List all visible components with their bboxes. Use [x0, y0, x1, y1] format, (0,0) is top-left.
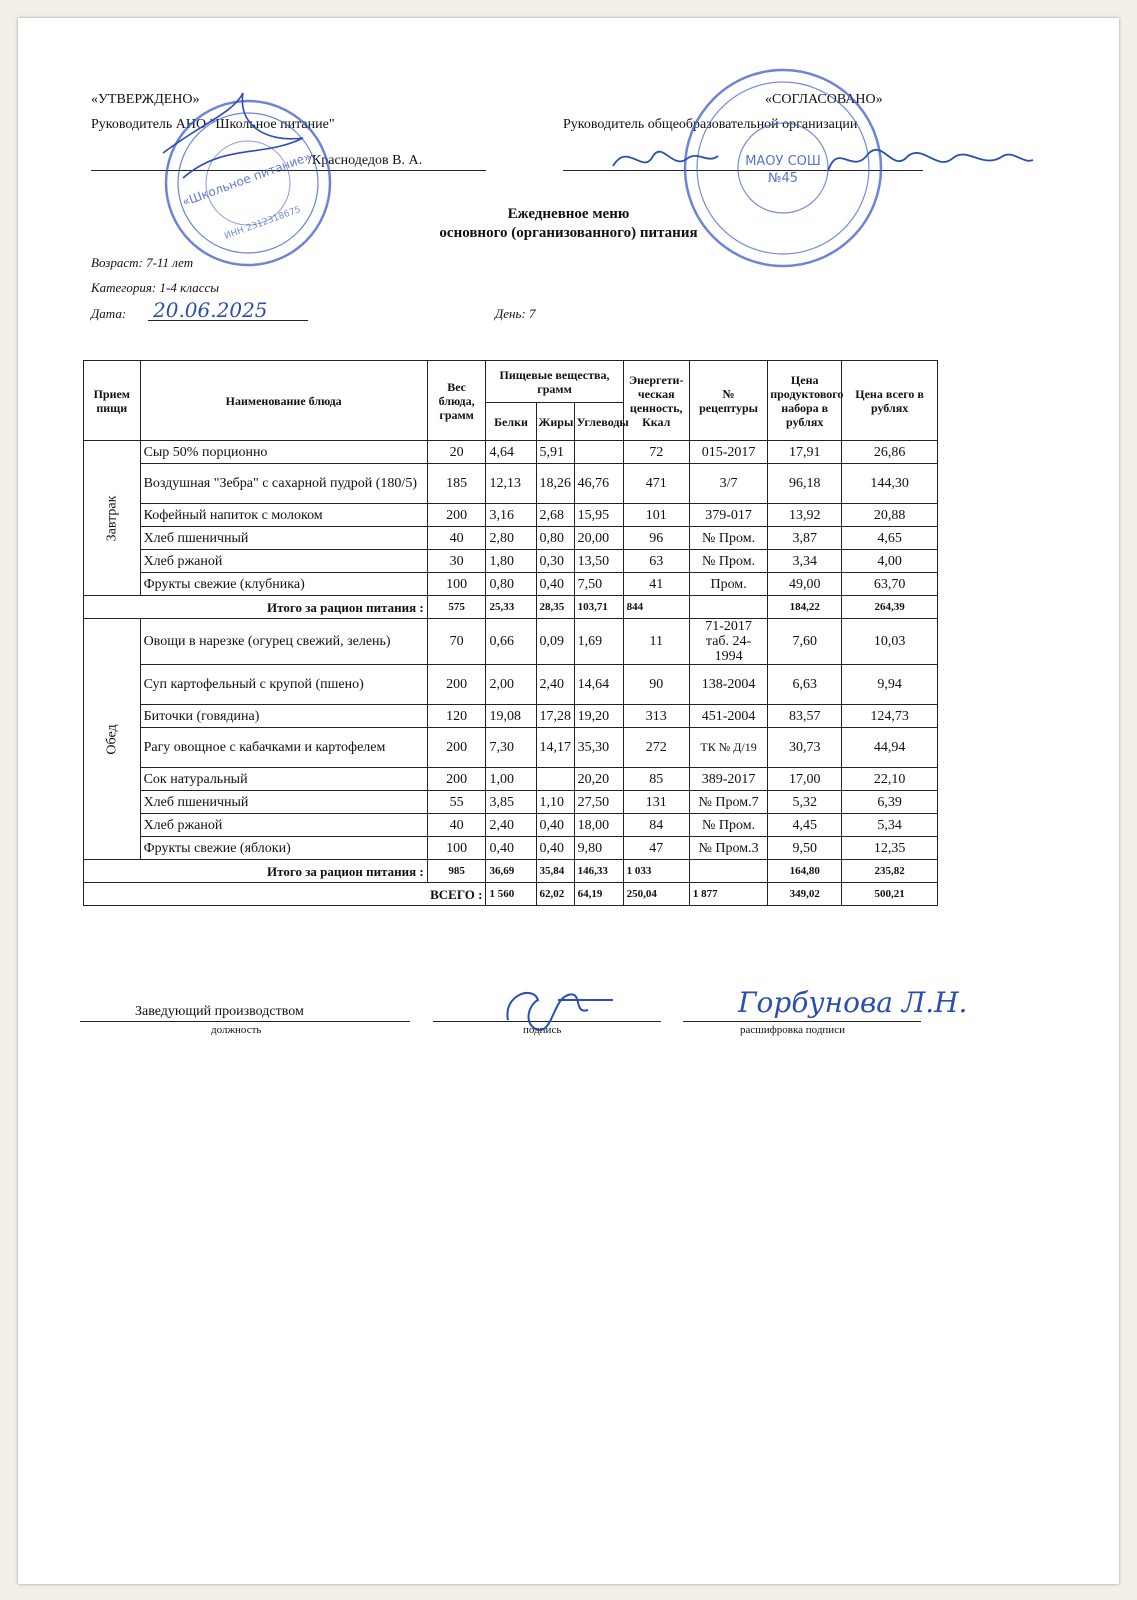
total-set-price: 164,80 — [768, 860, 842, 883]
dish-fat: 0,40 — [536, 814, 574, 837]
dish-weight: 20 — [427, 441, 486, 464]
dish-price: 22,10 — [842, 768, 938, 791]
dish-protein: 0,40 — [486, 837, 536, 860]
dish-price: 124,73 — [842, 705, 938, 728]
approved-title: «УТВЕРЖДЕНО» — [91, 92, 200, 107]
total-kcal: 844 — [623, 596, 689, 619]
dish-carbs: 15,95 — [574, 504, 623, 527]
dish-kcal: 101 — [623, 504, 689, 527]
dish-protein: 4,64 — [486, 441, 536, 464]
agreed-title: «СОГЛАСОВАНО» — [765, 92, 883, 107]
dish-kcal: 131 — [623, 791, 689, 814]
dish-name: Хлеб пшеничный — [140, 527, 427, 550]
total-label: Итого за рацион питания : — [84, 860, 428, 883]
dish-carbs: 20,20 — [574, 768, 623, 791]
dish-kcal: 90 — [623, 665, 689, 705]
dish-set-price: 30,73 — [768, 728, 842, 768]
dish-kcal: 85 — [623, 768, 689, 791]
dish-weight: 30 — [427, 550, 486, 573]
signature-caption: подпись — [523, 1024, 562, 1036]
dish-weight: 40 — [427, 527, 486, 550]
left-stamp-inn: ИНН 2312318675 — [223, 204, 303, 242]
total-recipe — [689, 860, 767, 883]
header-energy: Энергети-ческая ценность, Ккал — [623, 361, 689, 441]
dish-carbs: 20,00 — [574, 527, 623, 550]
total-kcal: 1 033 — [623, 860, 689, 883]
header-carbs: Углеводы — [574, 403, 623, 441]
agreed-role: Руководитель общеобразовательной организации — [563, 117, 858, 132]
dish-carbs: 19,20 — [574, 705, 623, 728]
dish-carbs: 35,30 — [574, 728, 623, 768]
dish-set-price: 9,50 — [768, 837, 842, 860]
dish-fat: 1,10 — [536, 791, 574, 814]
dish-recipe: Пром. — [689, 573, 767, 596]
dish-fat: 0,30 — [536, 550, 574, 573]
approved-role: Руководитель АНО "Школьное питание" — [91, 117, 335, 132]
dish-fat: 0,09 — [536, 619, 574, 665]
grand-total-set-price: 349,02 — [768, 883, 842, 906]
table-row — [84, 814, 938, 837]
dish-name: Сок натуральный — [140, 768, 427, 791]
approved-name: /Краснодедов В. А. — [308, 153, 423, 168]
dish-recipe: № Пром.3 — [689, 837, 767, 860]
grand-total-price: 500,21 — [842, 883, 938, 906]
position-text: Заведующий производством — [135, 1004, 304, 1019]
dish-name: Кофейный напиток с молоком — [140, 504, 427, 527]
total-recipe — [689, 596, 767, 619]
breakfast-total-row — [84, 596, 938, 619]
dish-protein: 2,00 — [486, 665, 536, 705]
total-label: Итого за рацион питания : — [84, 596, 428, 619]
decoding-line — [683, 1021, 921, 1022]
dish-recipe: 389-2017 — [689, 768, 767, 791]
dish-name: Фрукты свежие (яблоки) — [140, 837, 427, 860]
table-row — [84, 791, 938, 814]
dish-protein: 1,80 — [486, 550, 536, 573]
total-price: 235,82 — [842, 860, 938, 883]
dish-carbs: 13,50 — [574, 550, 623, 573]
table-row — [84, 728, 938, 768]
dish-carbs: 1,69 — [574, 619, 623, 665]
dish-kcal: 84 — [623, 814, 689, 837]
dish-protein: 1,00 — [486, 768, 536, 791]
table-row — [84, 768, 938, 791]
dish-recipe: 379-017 — [689, 504, 767, 527]
dish-fat: 17,28 — [536, 705, 574, 728]
table-row — [84, 665, 938, 705]
dish-set-price: 17,00 — [768, 768, 842, 791]
dish-weight: 70 — [427, 619, 486, 665]
dish-recipe: № Пром.7 — [689, 791, 767, 814]
dish-name: Фрукты свежие (клубника) — [140, 573, 427, 596]
dish-fat: 0,80 — [536, 527, 574, 550]
header-set-price: Цена продуктового набора в рублях — [768, 361, 842, 441]
dish-kcal: 72 — [623, 441, 689, 464]
dish-set-price: 3,34 — [768, 550, 842, 573]
dish-weight: 100 — [427, 573, 486, 596]
dish-weight: 40 — [427, 814, 486, 837]
dish-price: 63,70 — [842, 573, 938, 596]
header-nutrients: Пищевые вещества, грамм — [486, 361, 623, 403]
grand-total-weight: 1 560 — [486, 883, 536, 906]
document-title: Ежедневное меню — [507, 206, 630, 222]
total-weight: 985 — [427, 860, 486, 883]
dish-price: 9,94 — [842, 665, 938, 705]
dish-kcal: 41 — [623, 573, 689, 596]
grand-total-kcal: 1 877 — [689, 883, 767, 906]
dish-set-price: 83,57 — [768, 705, 842, 728]
dish-weight: 55 — [427, 791, 486, 814]
dish-kcal: 272 — [623, 728, 689, 768]
table-row — [84, 837, 938, 860]
dish-kcal: 11 — [623, 619, 689, 665]
dish-price: 4,65 — [842, 527, 938, 550]
date-value: 20.06.2025 — [153, 298, 268, 322]
dish-name: Овощи в нарезке (огурец свежий, зелень) — [140, 619, 427, 665]
production-signature-icon — [498, 980, 618, 1040]
dish-set-price: 17,91 — [768, 441, 842, 464]
dish-name: Воздушная "Зебра" с сахарной пудрой (180/5) — [140, 464, 427, 504]
dish-protein: 0,80 — [486, 573, 536, 596]
table-row — [84, 573, 938, 596]
dish-fat: 5,91 — [536, 441, 574, 464]
dish-price: 4,00 — [842, 550, 938, 573]
dish-carbs: 27,50 — [574, 791, 623, 814]
right-stamp-school: МАОУ СОШ — [745, 154, 821, 169]
total-protein: 25,33 — [486, 596, 536, 619]
dish-set-price: 4,45 — [768, 814, 842, 837]
dish-name: Хлеб ржаной — [140, 550, 427, 573]
dish-protein: 3,85 — [486, 791, 536, 814]
dish-recipe: № Пром. — [689, 550, 767, 573]
dish-protein: 0,66 — [486, 619, 536, 665]
dish-protein: 2,80 — [486, 527, 536, 550]
right-stamp-number: №45 — [767, 171, 799, 186]
dish-price: 10,03 — [842, 619, 938, 665]
total-fat: 35,84 — [536, 860, 574, 883]
grand-total-label: ВСЕГО : — [84, 883, 486, 906]
header-total-price: Цена всего в рублях — [842, 361, 938, 441]
table-row — [84, 550, 938, 573]
date-underline — [148, 320, 308, 321]
menu-table — [83, 360, 938, 906]
dish-kcal: 471 — [623, 464, 689, 504]
dish-weight: 200 — [427, 728, 486, 768]
total-weight: 575 — [427, 596, 486, 619]
total-protein: 36,69 — [486, 860, 536, 883]
left-stamp-name: «Школьное питание» — [180, 149, 314, 210]
dish-protein: 12,13 — [486, 464, 536, 504]
dish-price: 44,94 — [842, 728, 938, 768]
left-stamp-icon — [143, 83, 363, 273]
total-price: 264,39 — [842, 596, 938, 619]
dish-recipe: 451-2004 — [689, 705, 767, 728]
dish-weight: 200 — [427, 768, 486, 791]
day-text: День: 7 — [495, 306, 536, 321]
dish-weight: 200 — [427, 504, 486, 527]
category-text: Категория: 1-4 классы — [91, 280, 220, 295]
dish-price: 12,35 — [842, 837, 938, 860]
dish-set-price: 49,00 — [768, 573, 842, 596]
dish-fat — [536, 768, 574, 791]
table-row — [84, 705, 938, 728]
dish-price: 6,39 — [842, 791, 938, 814]
dish-kcal: 47 — [623, 837, 689, 860]
dish-fat: 0,40 — [536, 837, 574, 860]
dish-recipe: № Пром. — [689, 814, 767, 837]
header-meal: Прием пищи — [84, 361, 141, 441]
dish-kcal: 313 — [623, 705, 689, 728]
dish-name: Хлеб ржаной — [140, 814, 427, 837]
dish-recipe: 015-2017 — [689, 441, 767, 464]
dish-name: Рагу овощное с кабачками и картофелем — [140, 728, 427, 768]
dish-name: Суп картофельный с крупой (пшено) — [140, 665, 427, 705]
header-weight: Вес блюда, грамм — [427, 361, 486, 441]
dish-carbs: 14,64 — [574, 665, 623, 705]
dish-weight: 185 — [427, 464, 486, 504]
table-row — [84, 464, 938, 504]
dish-recipe: 3/7 — [689, 464, 767, 504]
decoding-caption: расшифровка подписи — [740, 1024, 845, 1036]
handwritten-name: Горбунова Л.Н. — [738, 986, 968, 1019]
grand-total-row — [84, 883, 938, 906]
dish-fat: 14,17 — [536, 728, 574, 768]
dish-price: 144,30 — [842, 464, 938, 504]
dish-fat: 2,68 — [536, 504, 574, 527]
dish-protein: 3,16 — [486, 504, 536, 527]
dish-weight: 100 — [427, 837, 486, 860]
dish-carbs: 46,76 — [574, 464, 623, 504]
dish-kcal: 96 — [623, 527, 689, 550]
dish-kcal: 63 — [623, 550, 689, 573]
dish-name: Сыр 50% порционно — [140, 441, 427, 464]
dish-protein: 7,30 — [486, 728, 536, 768]
dish-price: 5,34 — [842, 814, 938, 837]
dish-fat: 0,40 — [536, 573, 574, 596]
dish-weight: 200 — [427, 665, 486, 705]
dish-recipe: ТК № Д/19 — [689, 728, 767, 768]
dish-carbs: 7,50 — [574, 573, 623, 596]
table-row — [84, 527, 938, 550]
dish-name: Биточки (говядина) — [140, 705, 427, 728]
date-label: Дата: — [91, 306, 127, 321]
dish-carbs: 18,00 — [574, 814, 623, 837]
age-text: Возраст: 7-11 лет — [91, 255, 194, 270]
header-dish: Наименование блюда — [140, 361, 427, 441]
dish-carbs: 9,80 — [574, 837, 623, 860]
grand-total-protein: 62,02 — [536, 883, 574, 906]
document-page — [18, 18, 1119, 1584]
dish-price: 26,86 — [842, 441, 938, 464]
meal-breakfast: Завтрак — [84, 441, 141, 596]
total-carbs: 146,33 — [574, 860, 623, 883]
dish-price: 20,88 — [842, 504, 938, 527]
lunch-total-row — [84, 860, 938, 883]
dish-fat: 18,26 — [536, 464, 574, 504]
table-row — [84, 619, 938, 665]
total-fat: 28,35 — [536, 596, 574, 619]
position-caption: должность — [211, 1024, 262, 1036]
total-set-price: 184,22 — [768, 596, 842, 619]
dish-set-price: 3,87 — [768, 527, 842, 550]
dish-recipe: 138-2004 — [689, 665, 767, 705]
dish-set-price: 7,60 — [768, 619, 842, 665]
table-row — [84, 504, 938, 527]
agreed-signature-icon — [608, 136, 1058, 186]
dish-name: Хлеб пшеничный — [140, 791, 427, 814]
dish-set-price: 96,18 — [768, 464, 842, 504]
table-row — [84, 441, 938, 464]
position-line — [80, 1021, 410, 1022]
dish-set-price: 13,92 — [768, 504, 842, 527]
dish-protein: 19,08 — [486, 705, 536, 728]
dish-set-price: 6,63 — [768, 665, 842, 705]
header-fat: Жиры — [536, 403, 574, 441]
header-recipe: № рецептуры — [689, 361, 767, 441]
dish-set-price: 5,32 — [768, 791, 842, 814]
total-carbs: 103,71 — [574, 596, 623, 619]
grand-total-carbs: 250,04 — [623, 883, 689, 906]
dish-protein: 2,40 — [486, 814, 536, 837]
dish-weight: 120 — [427, 705, 486, 728]
dish-recipe: № Пром. — [689, 527, 767, 550]
dish-recipe: 71-2017 таб. 24-1994 — [689, 619, 767, 665]
header-protein: Белки — [486, 403, 536, 441]
grand-total-fat: 64,19 — [574, 883, 623, 906]
document-subtitle: основного (организованного) питания — [439, 225, 698, 241]
dish-carbs — [574, 441, 623, 464]
meal-lunch: Обед — [84, 619, 141, 860]
dish-fat: 2,40 — [536, 665, 574, 705]
